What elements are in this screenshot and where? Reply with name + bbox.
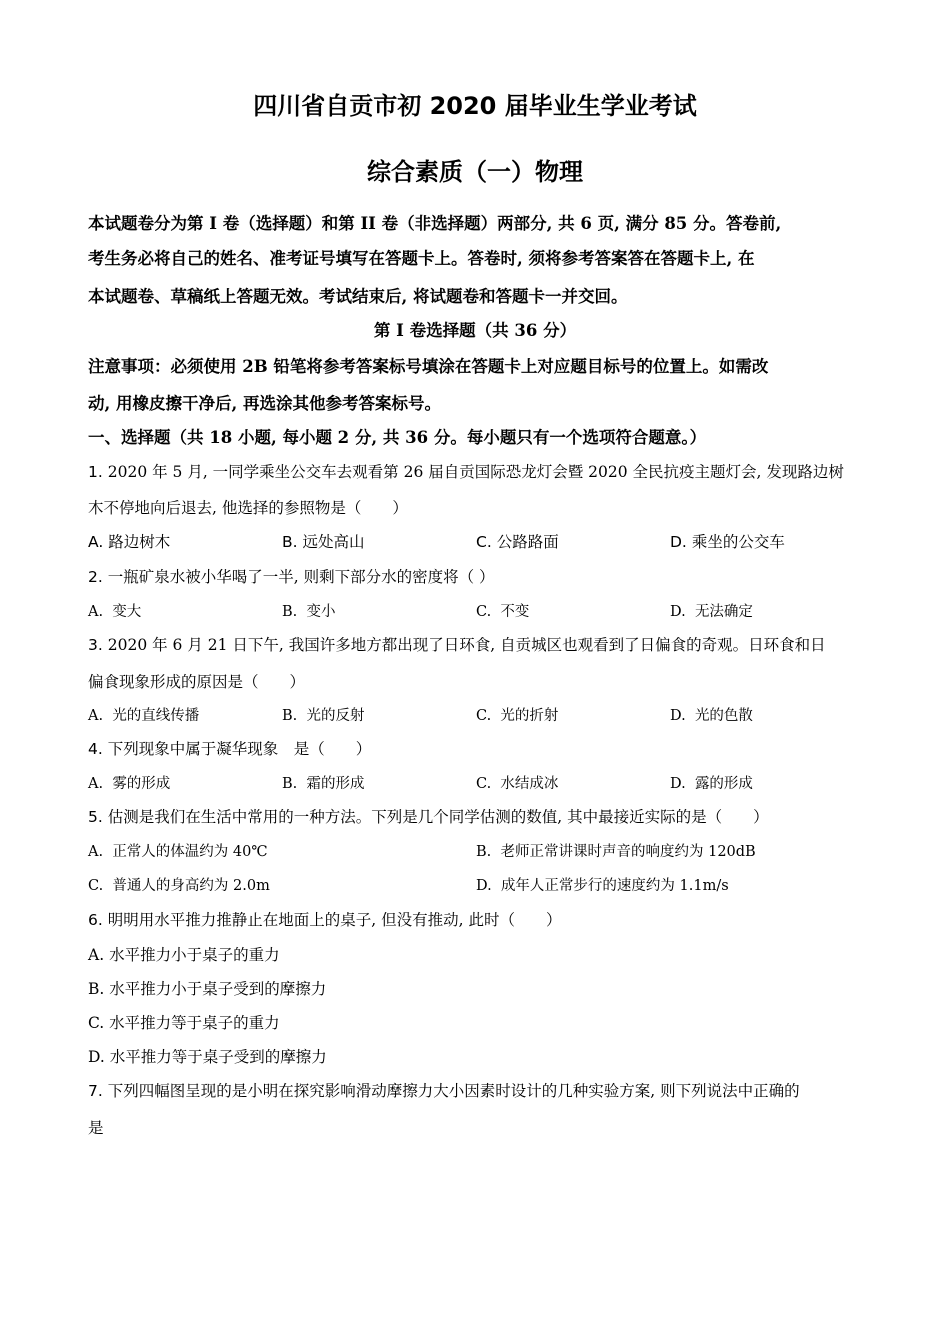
option-a[interactable]: A. 光的直线传播 [88,708,200,724]
option-c[interactable]: C. 不变 [476,604,530,620]
question-text: 2020 年 5 月, 一同学乘坐公交车去观看第 26 届自贡国际恐龙灯会暨 2020 全民抗疫主题灯会, 发现路边树 [107,463,844,481]
option-b[interactable]: B. 霜的形成 [282,776,365,792]
option-a[interactable]: A. 正常人的体温约为 40℃ [88,844,268,860]
question-1-line-2: 木不停地向后退去, 他选择的参照物是（ ） [88,499,408,517]
question-5 [88,805,769,827]
question-text: 2020 年 6 月 21 日下午, 我国许多地方都出现了日环食, 自贡城区也观看到了日偏食的奇观。日环食和日 [107,636,826,654]
option-a[interactable]: A. 路边树木 [88,533,171,551]
option-c[interactable]: C. 光的折射 [476,708,559,724]
question-text: 下列四幅图呈现的是小明在探究影响滑动摩擦力大小因素时设计的几种实验方案, 则下列说法中正确的 [107,1082,800,1100]
option-d[interactable]: D. 乘坐的公交车 [670,533,785,551]
question-text: 一瓶矿泉水被小华喝了一半, 则剩下部分水的密度将（ ） [107,568,495,586]
option-d[interactable]: D. 光的色散 [670,708,753,724]
question-number: 3. [88,636,103,654]
option-c[interactable]: C. 水结成冰 [476,776,559,792]
question-3-line-2: 偏食现象形成的原因是（ ） [88,673,306,691]
question-1 [88,460,844,482]
question-6 [88,908,561,930]
intro-line-3: 本试题卷、草稿纸上答题无效。考试结束后, 将试题卷和答题卡一并交回。 [88,287,628,306]
option-d[interactable]: D. 成年人正常步行的速度约为 1.1m/s [476,878,729,894]
section-heading: 第 I 卷选择题（共 36 分） [373,321,577,340]
question-text: 估测是我们在生活中常用的一种方法。下列是几个同学估测的数值, 其中最接近实际的是（ ） [107,808,769,826]
question-number: 2. [88,568,103,586]
page-title: 四川省自贡市初 2020 届毕业生学业考试 [253,92,697,120]
notice-line-1: 注意事项：必须使用 2B 铅笔将参考答案标号填涂在答题卡上对应题目标号的位置上。如需改 [88,357,769,376]
option-b[interactable]: B. 光的反射 [282,708,365,724]
question-number: 5. [88,808,103,826]
question-number: 1. [88,463,103,481]
option-a[interactable]: A. 变大 [88,604,142,620]
question-4 [88,737,371,759]
option-b[interactable]: B. 变小 [282,604,336,620]
option-d[interactable]: D. 无法确定 [670,604,753,620]
question-7-line-2: 是 [88,1119,104,1137]
option-c[interactable]: C. 水平推力等于桌子的重力 [88,1014,280,1032]
option-b[interactable]: B. 远处高山 [282,533,365,551]
option-c[interactable]: C. 公路路面 [476,533,559,551]
intro-line-1: 本试题卷分为第 I 卷（选择题）和第 II 卷（非选择题）两部分, 共 6 页, 满分 85 分。答卷前, [88,214,782,233]
question-3 [88,633,826,655]
question-7 [88,1079,800,1101]
question-text: 下列现象中属于凝华现象 是（ ） [107,740,372,758]
page-subtitle: 综合素质（一）物理 [367,158,583,186]
notice-line-2: 动, 用橡皮擦干净后, 再选涂其他参考答案标号。 [88,394,441,413]
question-number: 4. [88,740,103,758]
question-text: 明明用水平推力推静止在地面上的桌子, 但没有推动, 此时（ ） [107,911,562,929]
option-c[interactable]: C. 普通人的身高约为 2.0m [88,878,270,894]
intro-line-2: 考生务必将自己的姓名、准考证号填写在答题卡上。答卷时, 须将参考答案答在答题卡上, 在 [88,249,755,268]
option-a[interactable]: A. 水平推力小于桌子的重力 [88,946,280,964]
option-b[interactable]: B. 水平推力小于桌子受到的摩擦力 [88,980,327,998]
question-2 [88,565,495,587]
option-d[interactable]: D. 露的形成 [670,776,753,792]
option-d[interactable]: D. 水平推力等于桌子受到的摩擦力 [88,1048,327,1066]
part-heading: 一、选择题（共 18 小题, 每小题 2 分, 共 36 分。每小题只有一个选项符合题意。） [88,428,707,447]
option-a[interactable]: A. 雾的形成 [88,776,171,792]
option-b[interactable]: B. 老师正常讲课时声音的响度约为 120dB [476,844,756,860]
question-number: 7. [88,1082,103,1100]
question-number: 6. [88,911,103,929]
